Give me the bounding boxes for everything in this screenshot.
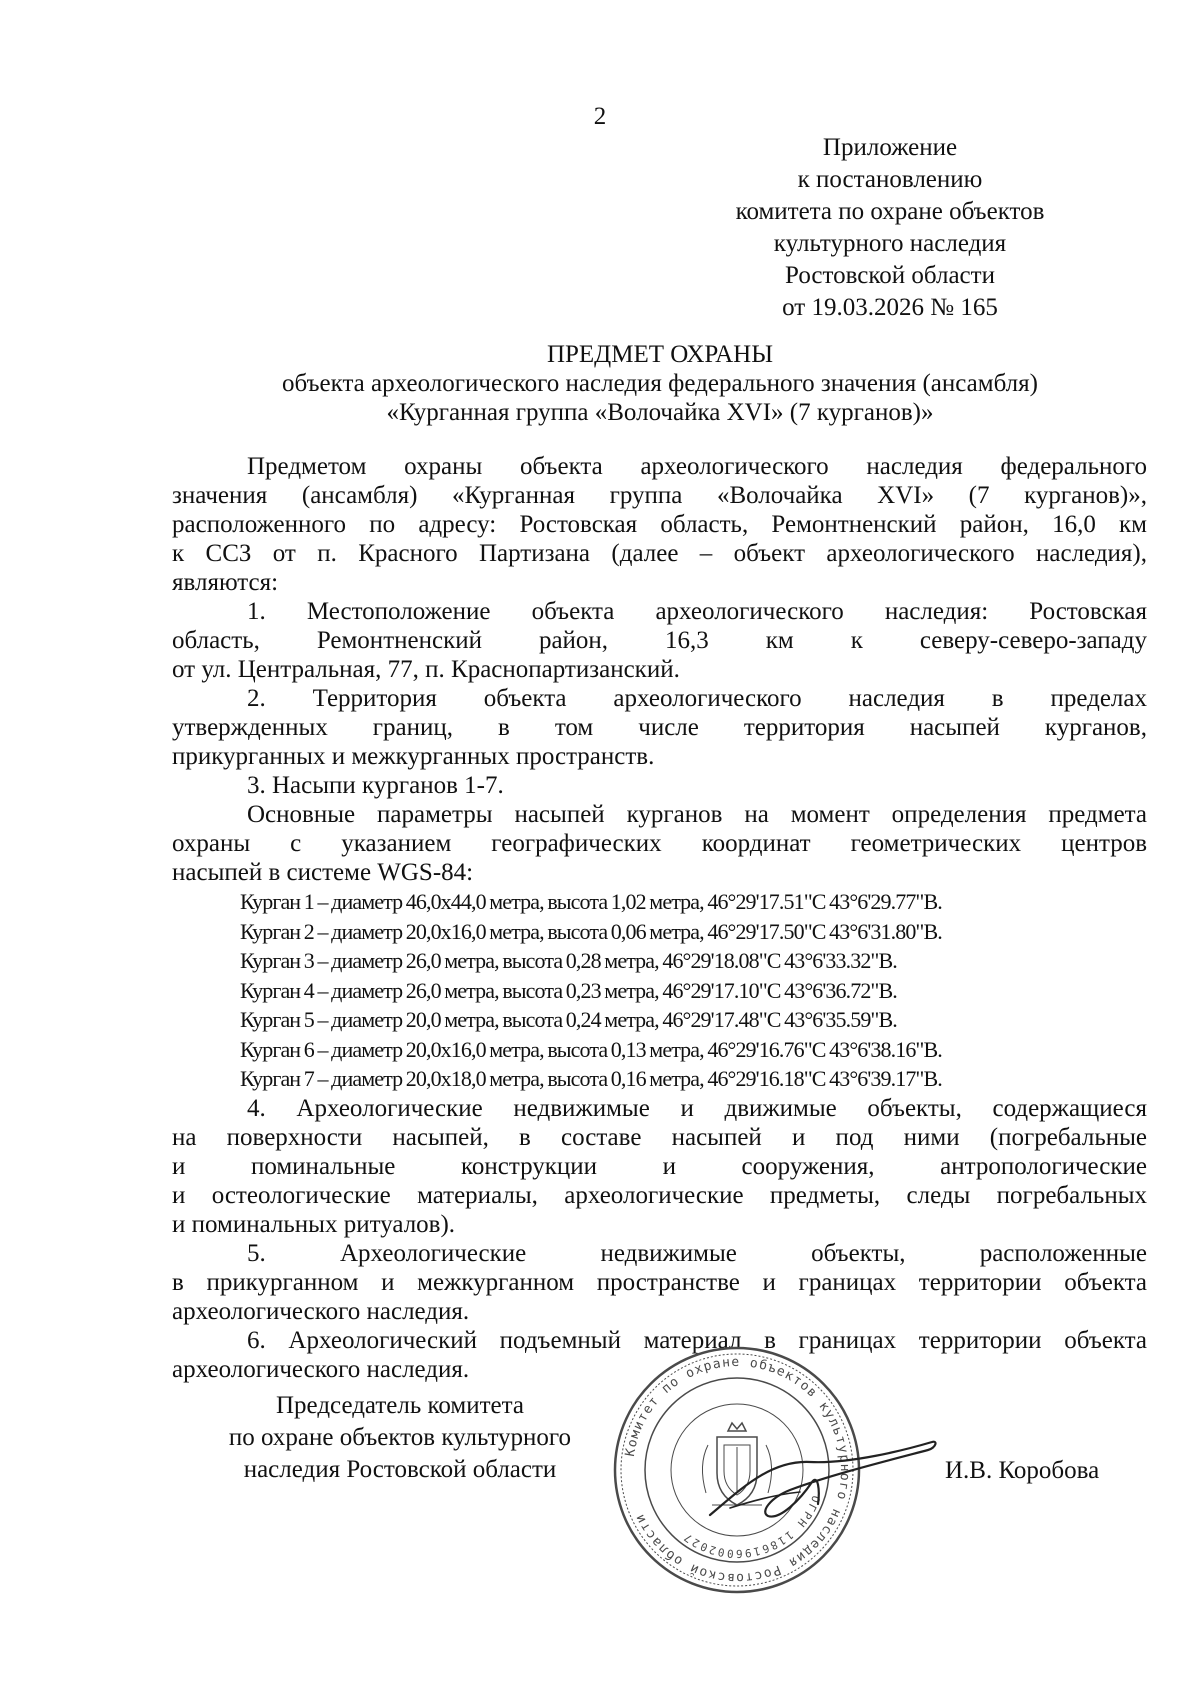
kurgan-item: Курган 1 – диаметр 46,0х44,0 метра, высота 1,02 метра, 46°29'17.51"С 43°6'29.77"В. — [240, 889, 942, 914]
kurgan-item: Курган 6 – диаметр 20,0х16,0 метра, высота 0,13 метра, 46°29'16.76"С 43°6'38.16"В. — [240, 1036, 942, 1062]
text-line: и поминальных ритуалов). — [172, 1210, 456, 1238]
appendix-line: комитета по охране объектов — [735, 198, 1045, 225]
text-line: и поминальные конструкции и сооружения, антропологические — [172, 1152, 1147, 1180]
kurgan-item: Курган 3 – диаметр 26,0 метра, высота 0,28 метра, 46°29'18.08"С 43°6'33.32"В. — [240, 948, 897, 973]
appendix-line: Ростовской области — [785, 262, 995, 289]
signatory-title-line: по охране объектов культурного — [228, 1424, 572, 1451]
text-line: Основные параметры насыпей курганов на момент определения предмета — [247, 801, 1147, 828]
text-line: являются: — [172, 569, 279, 596]
kurgan-item: Курган 2 – диаметр 20,0х16,0 метра, высота 0,06 метра, 46°29'17.50"С 43°6'31.80"В. — [240, 918, 942, 944]
item-3-paragraph — [172, 771, 1147, 800]
document-body — [172, 452, 1147, 1384]
kurgan-list — [172, 887, 1147, 1094]
kurgan-item: Курган 5 – диаметр 20,0 метра, высота 0,24 метра, 46°29'17.48"С 43°6'35.59"В. — [240, 1007, 897, 1032]
text-line: на поверхности насыпей, в составе насыпей и под ними (погребальные — [172, 1123, 1147, 1151]
signatory-title-line: Председатель комитета — [276, 1392, 524, 1419]
text-line: археологического наследия. — [172, 1355, 470, 1383]
text-line: от ул. Центральная, 77, п. Краснопартизанский. — [172, 656, 680, 683]
text-line: область, Ремонтненский район, 16,3 км к северу-северо-западу — [172, 627, 1147, 654]
text-line: 2. Территория объекта археологического наследия в пределах — [247, 685, 1147, 712]
text-line: охраны с указанием географических координат геометрических центров — [172, 830, 1147, 857]
appendix-line: Приложение — [822, 134, 958, 161]
text-line: насыпей в системе WGS-84: — [172, 859, 474, 886]
handwritten-signature — [700, 1420, 940, 1530]
appendix-line: культурного наследия — [773, 230, 1007, 257]
text-line: и остеологические материалы, археологические предметы, следы погребальных — [172, 1181, 1147, 1209]
kurgan-item: Курган 4 – диаметр 26,0 метра, высота 0,23 метра, 46°29'17.10"С 43°6'36.72"В. — [240, 977, 897, 1003]
intro-paragraph — [172, 452, 1147, 597]
title-line: объекта археологического наследия федерального значения (ансамбля) — [282, 370, 1038, 397]
seal-inner-text: ОГРН 1186196002027 — [680, 1493, 823, 1561]
text-line: 4. Археологические недвижимые и движимые объекты, содержащиеся — [247, 1094, 1147, 1122]
text-line: значения (ансамбля) «Курганная группа «Волочайка XVI» (7 курганов)», — [172, 482, 1147, 509]
signatory-title — [190, 1390, 610, 1486]
appendix-line: к постановлению — [797, 166, 983, 193]
signatory-name: И.В. Коробова — [945, 1457, 1100, 1484]
item-5-paragraph — [172, 1239, 1147, 1326]
item-2-paragraph — [172, 684, 1147, 771]
text-line: расположенного по адресу: Ростовская область, Ремонтненский район, 16,0 км — [172, 511, 1147, 538]
document-title — [170, 340, 1150, 427]
item-4-paragraph — [172, 1094, 1147, 1239]
kurgan-item: Курган 7 – диаметр 20,0х18,0 метра, высота 0,16 метра, 46°29'16.18"С 43°6'39.17"В. — [240, 1066, 942, 1091]
title-heading: ПРЕДМЕТ ОХРАНЫ — [546, 341, 774, 368]
signatory-title-line: наследия Ростовской области — [243, 1456, 557, 1483]
seal-outer-text: Комитет по охране объектов культурного наследия Ростовской области — [622, 1354, 853, 1586]
item-1-paragraph — [172, 597, 1147, 684]
text-line: прикурганных и межкурганных пространств. — [172, 743, 655, 770]
text-line: археологического наследия. — [172, 1297, 470, 1325]
page-number: 2 — [593, 103, 607, 130]
parameters-paragraph — [172, 800, 1147, 887]
appendix-line: от 19.03.2026 № 165 — [782, 294, 998, 321]
text-line: 3. Насыпи курганов 1-7. — [247, 772, 504, 799]
text-line: 5. Археологические недвижимые объекты, расположенные — [247, 1239, 1147, 1267]
text-line: в прикурганном и межкурганном пространстве и границах территории объекта — [172, 1268, 1147, 1296]
appendix-block — [640, 132, 1140, 324]
text-line: утвержденных границ, в том числе территория насыпей курганов, — [172, 714, 1147, 741]
text-line: к ССЗ от п. Красного Партизана (далее – объект археологического наследия), — [172, 540, 1147, 567]
title-line: «Курганная группа «Волочайка XVI» (7 курганов)» — [386, 399, 934, 426]
text-line: 1. Местоположение объекта археологического наследия: Ростовская — [247, 598, 1147, 625]
text-line: Предметом охраны объекта археологического наследия федерального — [247, 453, 1147, 480]
text-line: 6. Археологический подъемный материал в границах территории объекта — [247, 1326, 1147, 1354]
